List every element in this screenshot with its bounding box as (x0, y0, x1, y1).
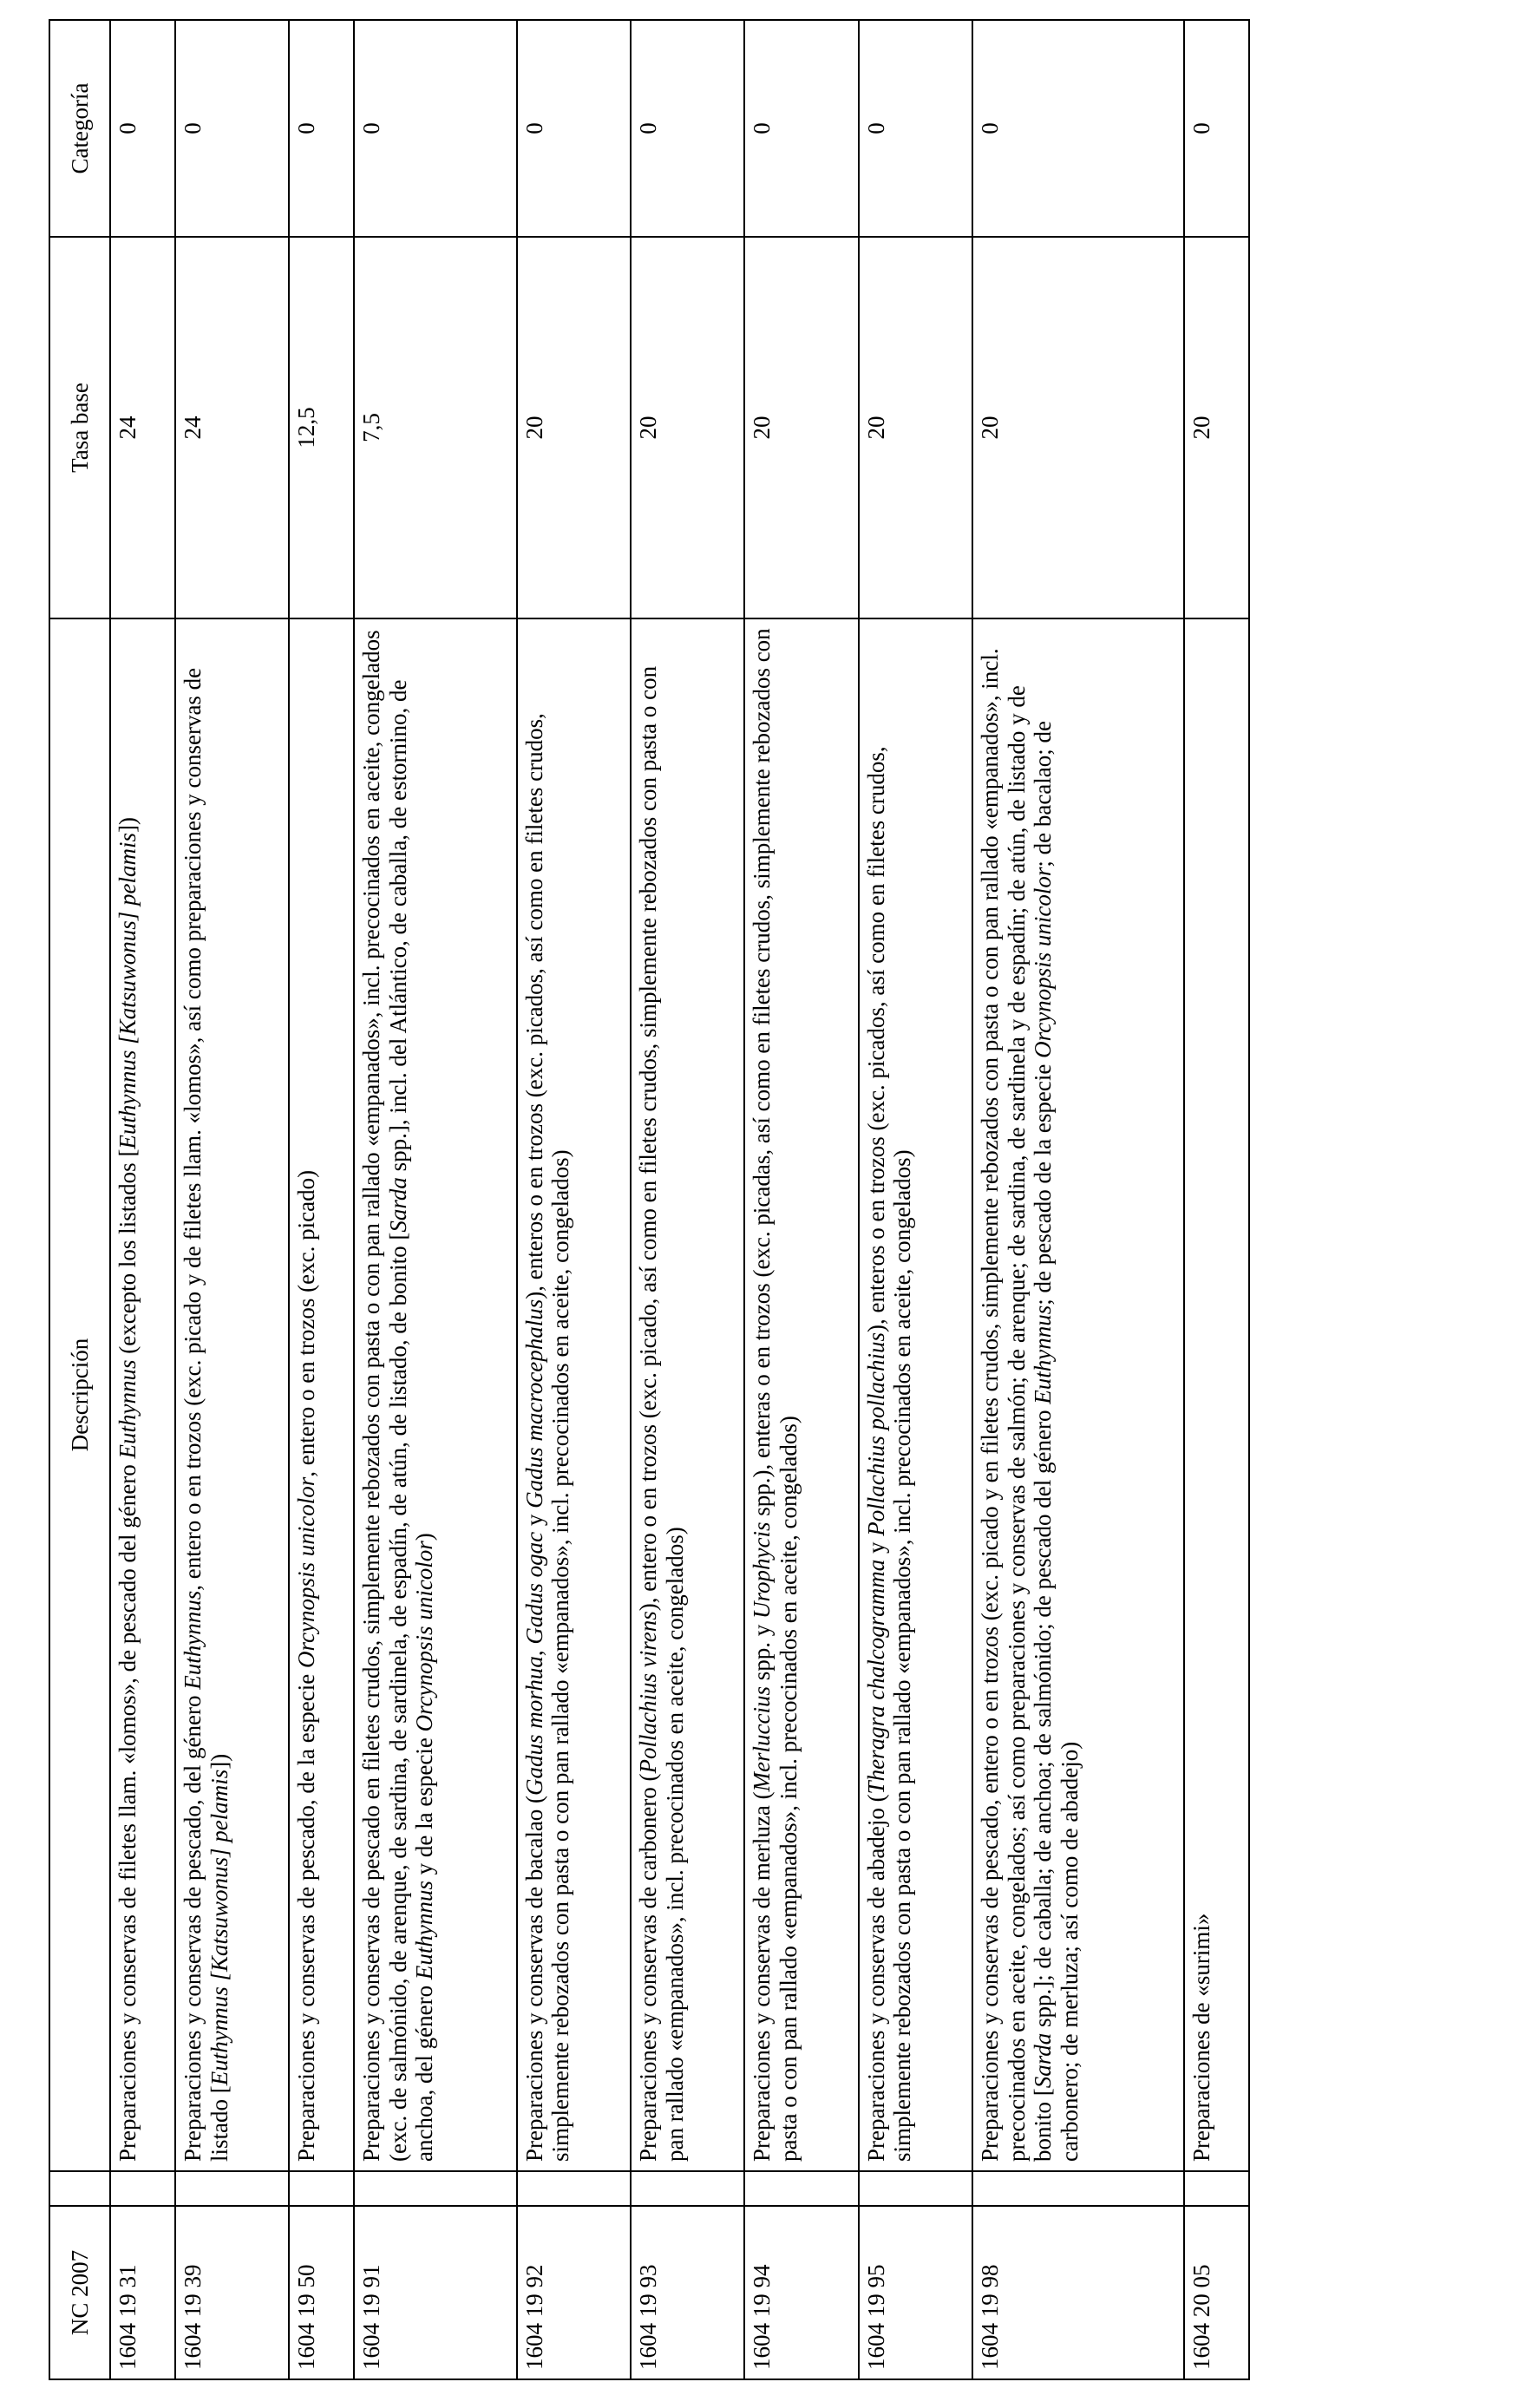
description-cell (110, 618, 175, 2171)
spacer-cell (517, 2171, 631, 2206)
spacer-cell (1184, 2171, 1249, 2206)
category-cell: 0 (744, 20, 858, 237)
base-rate-cell: 20 (517, 237, 631, 618)
species-name: Pollachius virens (634, 1611, 661, 1774)
spacer-cell (289, 2171, 354, 2206)
description-text: , entero o en trozos (exc. picado) (293, 1169, 320, 1477)
base-rate-cell: 24 (175, 237, 289, 618)
description-text: Preparaciones y conservas de pescado en filetes crudos, simplemente rebozados con pasta o con pan rallado «empanados», incl. precocinados en aceite, congelados (exc. de salmónido, de arenque, de sardina, de sardinela, de espadín, de atún, de listado, de bonito [ (357, 630, 411, 2162)
species-name: Urophycis (749, 1521, 776, 1619)
description-text: Preparaciones y conservas de filetes llam. «lomos», de pescado del género (115, 1458, 141, 2162)
description-cell (859, 618, 972, 2171)
nc-code-cell: 1604 19 39 (175, 2206, 289, 2379)
species-name: Euthynnus (1030, 1305, 1057, 1404)
species-name: Merluccius (749, 1685, 776, 1792)
description-text: spp.]; de caballa; de anchoa; de salmónido; de pescado del género (1030, 1404, 1057, 2033)
description-cell (972, 618, 1184, 2171)
description-text: (excepto los listados [ (115, 1148, 141, 1360)
category-cell: 0 (631, 20, 744, 237)
category-cell: 0 (175, 20, 289, 237)
table-row (517, 20, 631, 2379)
category-cell: 0 (289, 20, 354, 237)
spacer-cell (631, 2171, 744, 2206)
nc-code-cell: 1604 19 95 (859, 2206, 972, 2379)
nc-code-cell: 1604 19 50 (289, 2206, 354, 2379)
table-header-row (49, 20, 110, 2379)
header-category: Categoría (49, 20, 110, 237)
description-text: ; de pescado de la especie (1030, 1057, 1057, 1305)
table-body (110, 20, 1249, 2379)
category-cell: 0 (354, 20, 517, 237)
header-rate: Tasa base (49, 237, 110, 618)
base-rate-cell: 20 (744, 237, 858, 618)
description-cell (517, 618, 631, 2171)
description-text: ; de bacalao; de carbonero; de merluza; así como de abadejo) (1030, 720, 1083, 2162)
spacer-cell (354, 2171, 517, 2206)
nc-code-cell: 1604 19 91 (354, 2206, 517, 2379)
nc-code-cell: 1604 20 05 (1184, 2206, 1249, 2379)
description-text: y (862, 1535, 889, 1560)
description-text: spp. y (749, 1618, 776, 1686)
description-cell (631, 618, 744, 2171)
species-name: Pollachius pollachius (862, 1332, 889, 1536)
description-text: Preparaciones y conservas de bacalao ( (520, 1795, 547, 2162)
category-cell: 0 (972, 20, 1184, 237)
description-text: , entero o en trozos (exc. picado y de filetes llam. «lomos», así como preparaciones y conservas de listado [ (179, 667, 232, 2162)
table-row (110, 20, 175, 2379)
description-text: Preparaciones y conservas de merluza ( (749, 1791, 776, 2162)
spacer-cell (110, 2171, 175, 2206)
description-text: ) (411, 1533, 438, 1541)
spacer-cell (175, 2171, 289, 2206)
species-name: Gadus morhua (520, 1656, 547, 1796)
nc-code-cell: 1604 19 98 (972, 2206, 1184, 2379)
description-text: Preparaciones y conservas de carbonero ( (634, 1773, 661, 2162)
category-cell: 0 (517, 20, 631, 237)
base-rate-cell: 12,5 (289, 237, 354, 618)
tariff-table (49, 19, 1250, 2380)
description-cell (175, 618, 289, 2171)
description-text: Preparaciones y conservas de pescado, del género (179, 1689, 206, 2162)
nc-code-cell: 1604 19 92 (517, 2206, 631, 2379)
base-rate-cell: 20 (859, 237, 972, 618)
base-rate-cell: 24 (110, 237, 175, 618)
description-text: Preparaciones y conservas de pescado, de la especie (293, 1668, 320, 2162)
species-name: Euthynnus (179, 1590, 206, 1690)
base-rate-cell: 20 (1184, 237, 1249, 618)
description-text: ]) (206, 1753, 232, 1770)
description-text: Preparaciones y conservas de pescado, entero o en trozos (exc. picado y en filetes crudos, simplemente rebozados con pasta o con pan rallado «empanados», incl. precocinados en aceite, congelados; así como preparaciones y conservas de salmón; de arenque; de sardina, de sardinela y de espadín; de atún, de listado y de bonito [ (976, 648, 1057, 2162)
species-name: Euthynnus (115, 1359, 141, 1459)
nc-code-cell: 1604 19 94 (744, 2206, 858, 2379)
description-text: Preparaciones y conservas de abadejo ( (862, 1794, 889, 2162)
description-text: , (520, 1644, 547, 1657)
category-cell: 0 (1184, 20, 1249, 237)
spacer-cell (972, 2171, 1184, 2206)
table-row (1184, 20, 1249, 2379)
rotated-page (49, 21, 1250, 2380)
category-cell: 0 (859, 20, 972, 237)
header-description: Descripción (49, 618, 110, 2171)
description-text: y (520, 1508, 547, 1532)
nc-code-cell: 1604 19 93 (631, 2206, 744, 2379)
description-text: y de la especie (411, 1731, 438, 1881)
table-row (972, 20, 1184, 2379)
species-name: Sarda (384, 1177, 411, 1233)
header-code: NC 2007 (49, 2206, 110, 2379)
species-name: Orcynopsis unicolor (411, 1541, 438, 1732)
spacer-cell (859, 2171, 972, 2206)
table-row (175, 20, 289, 2379)
species-name: Gadus macrocephalus (520, 1299, 547, 1508)
description-text: ), enteros o en trozos (exc. picados, así como en filetes crudos, simplemente rebozados con pasta o con pan rallado «empanados», incl. precocinados en aceite, congelados) (862, 746, 916, 2162)
description-text: Preparaciones de «surimi» (1188, 1913, 1215, 2162)
species-name: Euthynnus [Katsuwonus] pelamis (115, 833, 141, 1149)
species-name: Gadus ogac (520, 1531, 547, 1645)
description-text: ]) (115, 817, 141, 834)
description-text: spp.], incl. del Atlántico, de caballa, de estornino, de anchoa, del género (384, 679, 438, 2162)
nc-code-cell: 1604 19 31 (110, 2206, 175, 2379)
spacer-cell (744, 2171, 858, 2206)
base-rate-cell: 20 (631, 237, 744, 618)
description-text: ), entero o en trozos (exc. picado, así como en filetes crudos, simplemente rebozados con pasta o con pan rallado «empanados», incl. precocinados en aceite, congelados) (634, 665, 688, 2162)
table-row (631, 20, 744, 2379)
species-name: Orcynopsis unicolor (293, 1476, 320, 1668)
base-rate-cell: 7,5 (354, 237, 517, 618)
species-name: Theragra chalcogramma (862, 1559, 889, 1795)
table-row (744, 20, 858, 2379)
base-rate-cell: 20 (972, 237, 1184, 618)
description-cell (1184, 618, 1249, 2171)
header-gap (49, 2171, 110, 2206)
species-name: Orcynopsis unicolor (1030, 867, 1057, 1058)
table-row (354, 20, 517, 2379)
species-name: Sarda (1030, 2032, 1057, 2089)
category-cell: 0 (110, 20, 175, 237)
description-cell (354, 618, 517, 2171)
description-text: spp.), enteras o en trozos (exc. picadas, así como en filetes crudos, simplemente rebozados con pasta o con pan rallado «empanados», incl. precocinados en aceite, congelados) (749, 628, 802, 2162)
description-cell (289, 618, 354, 2171)
table-row (859, 20, 972, 2379)
species-name: Euthynnus (411, 1881, 438, 1980)
table-row (289, 20, 354, 2379)
description-text: ), enteros o en trozos (exc. picados, así como en filetes crudos, simplemente rebozados con pasta o con pan rallado «empanados», incl. precocinados en aceite, congelados) (520, 713, 574, 2162)
species-name: Euthynnus [Katsuwonus] pelamis (206, 1769, 232, 2086)
description-cell (744, 618, 858, 2171)
